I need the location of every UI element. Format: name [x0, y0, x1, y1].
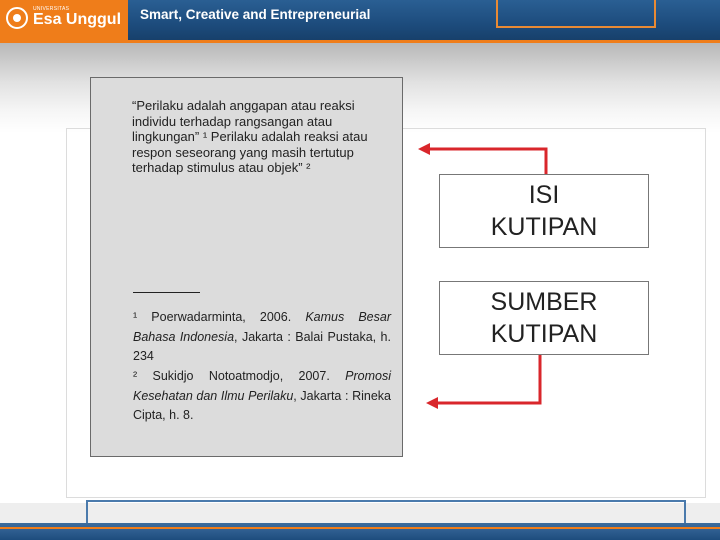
footnote-marker: ¹ — [133, 310, 138, 324]
footnote-publisher: , Jakarta : Balai Pustaka, h. 234 — [133, 329, 391, 363]
footnote-marker: ² — [133, 369, 138, 383]
footer-bar — [0, 523, 720, 540]
quote-text: “Perilaku adalah anggapan atau reaksi individu terhadap rangsangan atau lingkungan” ¹ Perilaku adalah reaksi atau respon seseorang yang masih tertutup terhadap stimulus atau objek” ² — [132, 98, 368, 175]
footnote-author: Sukidjo Notoatmodjo, 2007. — [137, 369, 346, 383]
footnote-title: Kamus Besar Bahasa Indonesia — [133, 310, 391, 344]
label-line: KUTIPAN — [490, 213, 598, 241]
label-line: SUMBER — [490, 288, 598, 316]
footnote-title: Promosi Kesehatan dan Ilmu Perilaku — [133, 369, 391, 403]
label-line: KUTIPAN — [490, 320, 598, 348]
footnote-author: Poerwadarminta, 2006. — [137, 310, 306, 324]
logo-name: Esa Unggul — [33, 11, 122, 28]
footnote-publisher: , Jakarta : Rineka Cipta, h. 8. — [133, 388, 392, 422]
arrow-to-quote — [418, 143, 546, 174]
arrow-to-footnotes — [426, 355, 540, 409]
logo-caption: UNIVERSITAS — [33, 6, 70, 12]
label-line: ISI — [528, 181, 560, 209]
footer-accent-line — [0, 527, 720, 529]
tagline: Smart, Creative and Entrepreneurial — [140, 7, 371, 22]
